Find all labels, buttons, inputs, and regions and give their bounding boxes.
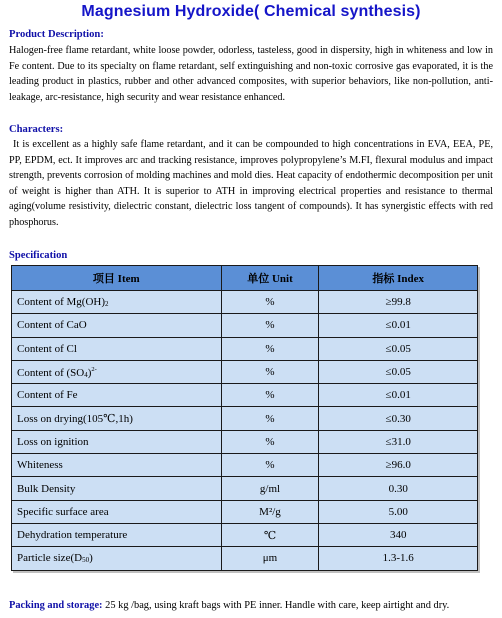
cell-item-post: ) xyxy=(87,366,92,379)
cell-item xyxy=(12,314,222,337)
table-row xyxy=(12,384,478,407)
cell-unit: % xyxy=(221,314,319,337)
header-unit: 单位 Unit xyxy=(221,266,319,291)
cell-unit: g/ml xyxy=(221,477,319,500)
table-row xyxy=(12,500,478,523)
cell-item-pre: Whiteness xyxy=(17,459,63,472)
cell-unit: % xyxy=(221,384,319,407)
table-header-row xyxy=(12,266,478,291)
header-index: 指标 Index xyxy=(319,266,478,291)
cell-item-pre: Bulk Density xyxy=(17,482,76,495)
packing-label: Packing and storage: xyxy=(9,600,103,611)
cell-unit: M²/g xyxy=(221,500,319,523)
cell-item xyxy=(12,454,222,477)
cell-item-pre: Content of CaO xyxy=(17,319,87,332)
table-row xyxy=(12,314,478,337)
cell-item xyxy=(12,337,222,360)
cell-index: 5.00 xyxy=(319,500,478,523)
cell-item xyxy=(12,523,222,546)
cell-item-sup: 2- xyxy=(91,365,97,373)
product-description-heading: Product Description: xyxy=(9,29,104,40)
cell-index: 1.3-1.6 xyxy=(319,547,478,570)
table-row xyxy=(12,337,478,360)
cell-item-pre: Dehydration temperature xyxy=(17,529,128,542)
cell-item-sub: 50 xyxy=(82,556,90,565)
cell-unit: % xyxy=(221,360,319,383)
cell-unit: μm xyxy=(221,547,319,570)
cell-item xyxy=(12,430,222,453)
table-row xyxy=(12,454,478,477)
cell-item-post: ) xyxy=(89,552,93,565)
packing-storage xyxy=(9,600,449,611)
characters-text: It is excellent as a highly safe flame retardant, and it can be compounded to high concentrations in EVA, EEA, PE, PP, EPDM, ect. It improves arc and tracking resistance, improves polypropylene’s M.FI, flexural modulus and impact strength, prevents corrosion of molding machines and mold dies. Heat capacity of endothermic decomposition per unit of weight is higher than ATH. It is superior to ATH in improving electrical properties and resistance to thermal aging(volume resistivity, dielectric constant, dielectric loss tangent of compounds). It has synergistic effects with red phosphorus. xyxy=(9,139,493,228)
cell-index: ≤0.01 xyxy=(319,384,478,407)
table-row xyxy=(12,477,478,500)
cell-index: 340 xyxy=(319,523,478,546)
characters-heading: Characters: xyxy=(9,124,64,135)
cell-item xyxy=(12,291,222,314)
cell-item-sub: 2 xyxy=(105,300,109,309)
cell-unit: ℃ xyxy=(221,523,319,546)
cell-item-sub: 4 xyxy=(84,370,88,379)
cell-item xyxy=(12,547,222,570)
cell-item-pre: Content of Mg(OH) xyxy=(17,296,105,309)
specification-heading: Specification xyxy=(9,250,68,261)
header-item: 项目 Item xyxy=(12,266,222,291)
specification-table xyxy=(11,265,478,571)
document-title: Magnesium Hydroxide( Chemical synthesis) xyxy=(81,3,421,20)
table-row xyxy=(12,360,478,383)
cell-index: ≤0.01 xyxy=(319,314,478,337)
cell-item xyxy=(12,384,222,407)
cell-unit: % xyxy=(221,407,319,430)
cell-item xyxy=(12,477,222,500)
cell-item xyxy=(12,500,222,523)
cell-unit: % xyxy=(221,337,319,360)
cell-unit: % xyxy=(221,430,319,453)
cell-index: ≥96.0 xyxy=(319,454,478,477)
cell-item xyxy=(12,407,222,430)
cell-index: ≤0.05 xyxy=(319,337,478,360)
cell-item-pre: Loss on drying(105℃,1h) xyxy=(17,413,133,426)
cell-item-pre: Content of Cl xyxy=(17,342,77,355)
cell-index: ≥99.8 xyxy=(319,291,478,314)
cell-item-pre: Content of Fe xyxy=(17,389,78,402)
packing-text: 25 kg /bag, using kraft bags with PE inner. Handle with care, keep airtight and dry. xyxy=(102,600,450,611)
table-row xyxy=(12,430,478,453)
cell-unit: % xyxy=(221,291,319,314)
cell-item-pre: Loss on ignition xyxy=(17,435,89,448)
cell-index: 0.30 xyxy=(319,477,478,500)
table-row xyxy=(12,547,478,570)
cell-index: ≤0.05 xyxy=(319,360,478,383)
cell-index: ≤0.30 xyxy=(319,407,478,430)
table-row xyxy=(12,523,478,546)
cell-index: ≤31.0 xyxy=(319,430,478,453)
cell-item-pre: Content of (SO xyxy=(17,366,85,379)
table-row xyxy=(12,407,478,430)
cell-item-pre: Particle size(D xyxy=(17,552,83,565)
cell-item-pre: Specific surface area xyxy=(17,505,109,518)
cell-unit: % xyxy=(221,454,319,477)
table-row xyxy=(12,291,478,314)
product-description-text: Halogen-free flame retardant, white loose powder, odorless, tasteless, good in dispersity, high in whiteness and low in Fe content. Due to its specialty on flame retardant, self extinguishing and non-toxic corrosive gas evaporated, it is the leading product in plastics, rubber and other advanced composites, with superior behaviors, like non-pollution, anti-leakage, arc-resistance, high security and wear resistance enhanced. xyxy=(9,45,493,103)
cell-item xyxy=(12,360,222,383)
